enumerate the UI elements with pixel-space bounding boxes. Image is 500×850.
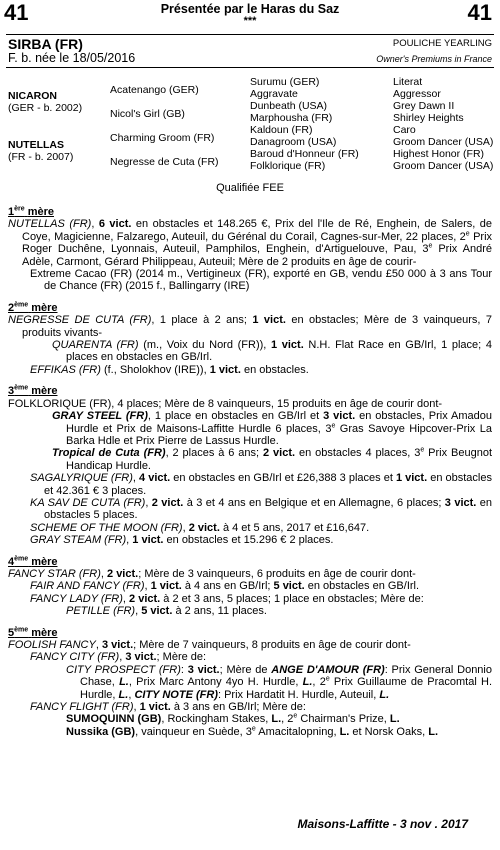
family-entry: FOLKLORIQUE (FR), 4 places; Mère de 8 vainqueurs, 15 produits en âge de courir dont- bbox=[8, 397, 443, 410]
dam-info: (FR - b. 2007) bbox=[8, 151, 74, 163]
gen3-item: Aggravate bbox=[250, 88, 298, 100]
gen4-item: Caro bbox=[393, 124, 416, 136]
dam-name: NUTELLAS bbox=[8, 139, 64, 151]
horse-birth: F. b. née le 18/05/2016 bbox=[8, 51, 136, 65]
horse-name: SIRBA (FR) bbox=[8, 36, 83, 52]
family-entry: KA SAV DE CUTA (FR), 2 vict. à 3 et 4 ans en Belgique et en Allemagne, 6 places; 3 vict. en obstacles 5 places. bbox=[30, 496, 492, 522]
family-entry: NUTELLAS (FR), 6 vict. en obstacles et 148.265 €, Prix del l'Ile de Ré, Enghein, de Salers, de Coye, Magicienne, Falzarego, Auteuil, du Gérénal du Corail, Cagnes-sur-Mer, 22 places, 2e Prix Roger Duchêne, Lyonnais, Auteuil, Pamphilos, Enghein, d'Artiguelouve, Pau, 3e Prix André Adèle, Carmont, Gérard Philippeau, Auteuil; Mère de 2 produits en âge de courir- bbox=[8, 218, 493, 268]
horse-category: POULICHE YEARLING bbox=[392, 38, 492, 49]
gen2-item: Charming Groom (FR) bbox=[110, 132, 215, 144]
gen3-item: Baroud d'Honneur (FR) bbox=[250, 148, 359, 160]
sale-location-date: Maisons-Laffitte - 3 nov . 2017 bbox=[297, 817, 468, 831]
gen4-item: Aggressor bbox=[393, 88, 441, 100]
gen4-item: Literat bbox=[393, 76, 423, 88]
gen3-item: Folklorique (FR) bbox=[250, 160, 326, 172]
family-entry: CITY PROSPECT (FR): 3 vict.; Mère de ANGE D'AMOUR (FR): Prix General Donnio Chase, L., Prix Marc Antony 4yo H. Hurdle, L., 2e Prix Guillaume de Pracomtal H. Hurdle, L., CITY NOTE (FR): Prix Hardatit H. Hurdle, Auteuil, L. bbox=[66, 663, 493, 701]
family-entry: FAIR AND FANCY (FR), 1 vict. à 4 ans en GB/Irl; 5 vict. en obstacles en GB/Irl. bbox=[30, 580, 420, 593]
stars-separator: *** bbox=[243, 15, 257, 27]
family-entry: Extreme Cacao (FR) (2014 m., Vertigineux (FR), exporté en GB, vendu £50 000 à 3 ans Tour de Chance (FR) (2015 f., Ballingarry (IRE) bbox=[30, 268, 492, 293]
gen4-item: Grey Dawn II bbox=[393, 100, 455, 112]
maternal-family bbox=[8, 206, 492, 738]
family-entry: GRAY STEEL (FR), 1 place en obstacles en GB/Irl et 3 vict. en obstacles, Prix Amadou Hurdle et Prix de Maisons-Laffitte Hurdle 6 places, 3e Gras Savoye Hipcover-Prix La Barka Hdle et Prix Pierre de Lassus Hurdle. bbox=[52, 410, 493, 447]
sire-name: NICARON bbox=[8, 90, 57, 102]
family-entry: FOOLISH FANCY, 3 vict.; Mère de 7 vainqueurs, 8 produits en âge de courir dont- bbox=[8, 639, 411, 651]
gen2-item: Negresse de Cuta (FR) bbox=[110, 156, 219, 168]
gen3-item: Kaldoun (FR) bbox=[250, 124, 313, 136]
qualified-fee: Qualifiée FEE bbox=[216, 182, 284, 194]
family-entry: FANCY FLIGHT (FR), 1 vict. à 3 ans en GB/Irl; Mère de: bbox=[30, 701, 306, 714]
section-first-dam: 1ère mère bbox=[8, 205, 54, 218]
owners-premiums: Owner's Premiums in France bbox=[376, 54, 492, 64]
family-entry: SCHEME OF THE MOON (FR), 2 vict. à 4 et 5 ans, 2017 et £16,647. bbox=[30, 521, 370, 534]
gen3-item: Surumu (GER) bbox=[250, 76, 320, 88]
family-entry: SUMOQUINN (GB), Rockingham Stakes, L., 2e Chairman's Prize, L. bbox=[66, 712, 400, 726]
family-entry: FANCY CITY (FR), 3 vict.; Mère de: bbox=[30, 651, 207, 664]
section-fifth-dam: 5ème mère bbox=[8, 625, 58, 639]
divider-bottom bbox=[6, 67, 494, 68]
gen4-item: Groom Dancer (USA) bbox=[393, 160, 494, 172]
presented-by: Présentée par le Haras du Saz bbox=[160, 2, 340, 16]
family-entry: NEGRESSE DE CUTA (FR), 1 place à 2 ans; 1 vict. en obstacles; Mère de 3 vainqueurs, 7 produits vivants- bbox=[8, 314, 492, 339]
gen2-item: Nicol's Girl (GB) bbox=[110, 108, 185, 120]
gen2-item: Acatenango (GER) bbox=[110, 84, 199, 96]
gen3-item: Danagroom (USA) bbox=[250, 136, 337, 148]
gen4-item: Highest Honor (FR) bbox=[393, 148, 485, 160]
gen4-item: Shirley Heights bbox=[393, 112, 464, 124]
family-entry: GRAY STEAM (FR), 1 vict. en obstacles et 15.296 € 2 places. bbox=[30, 534, 334, 547]
sire-info: (GER - b. 2002) bbox=[8, 102, 83, 114]
lot-number: 41 bbox=[4, 0, 29, 25]
section-second-dam: 2ème mère bbox=[8, 301, 58, 314]
gen3-item: Dunbeath (USA) bbox=[250, 100, 328, 112]
family-entry: QUARENTA (FR) (m., Voix du Nord (FR)), 1 vict. N.H. Flat Race en GB/Irl, 1 place; 4 places en obstacles en GB/Irl. bbox=[52, 339, 492, 364]
family-entry: Nussika (GB), vainqueur en Suède, 3e Amacitalopning, L. et Norsk Oaks, L. bbox=[66, 725, 438, 738]
section-fourth-dam: 4ème mère bbox=[8, 554, 58, 568]
gen4-item: Groom Dancer (USA) bbox=[393, 136, 494, 148]
lot-number-right: 41 bbox=[467, 0, 492, 25]
family-entry: EFFIKAS (FR) (f., Sholokhov (IRE)), 1 vict. en obstacles. bbox=[30, 363, 309, 376]
family-entry: SAGALYRIQUE (FR), 4 vict. en obstacles en GB/Irl et £26,388 3 places et 1 vict. en obstacles et 42.361 € 3 places. bbox=[30, 472, 492, 497]
divider-top bbox=[6, 34, 494, 35]
family-entry: FANCY LADY (FR), 2 vict. à 2 et 3 ans, 5 places; 1 place en obstacles; Mère de: bbox=[30, 592, 424, 605]
family-entry: FANCY STAR (FR), 2 vict.; Mère de 3 vainqueurs, 6 produits en âge de courir dont- bbox=[8, 567, 416, 580]
gen3-item: Marphousha (FR) bbox=[250, 112, 333, 124]
family-entry: PETILLE (FR), 5 vict. à 2 ans, 11 places. bbox=[66, 605, 267, 618]
family-entry: Tropical de Cuta (FR), 2 places à 6 ans; 2 vict. en obstacles 4 places, 3e Prix Beugnot Handicap Hurdle. bbox=[52, 446, 492, 472]
section-third-dam: 3ème mère bbox=[8, 384, 58, 398]
